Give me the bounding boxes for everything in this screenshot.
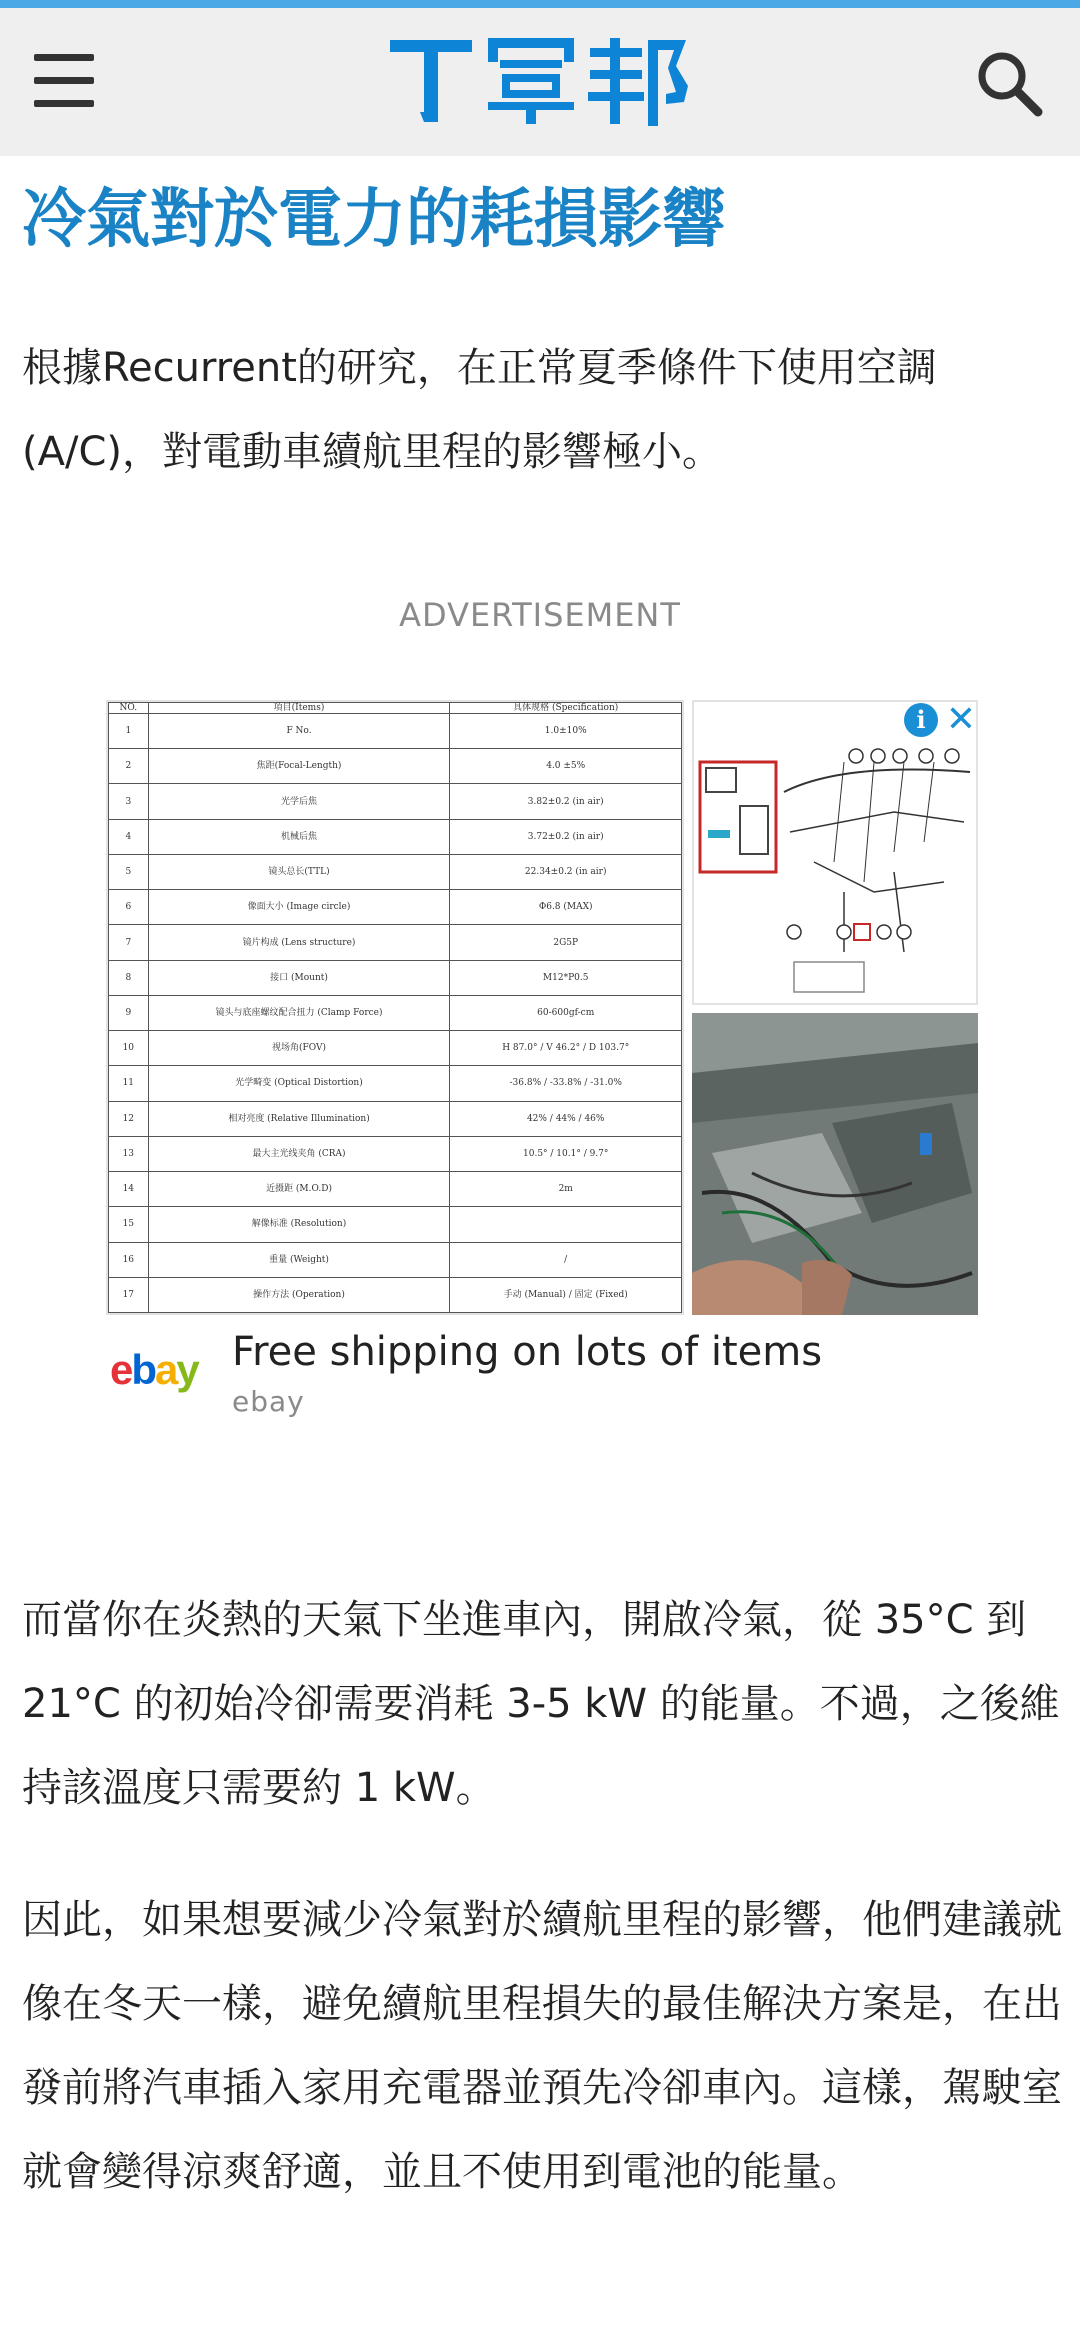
search-icon[interactable] xyxy=(970,44,1048,122)
spec-table-cell: 近摄距 (M.O.D) xyxy=(148,1172,450,1207)
spec-table-cell: 3 xyxy=(109,784,149,819)
spec-table-cell: 光学后焦 xyxy=(148,784,450,819)
ebay-logo[interactable] xyxy=(110,1346,210,1396)
spec-table-cell: Φ6.8 (MAX) xyxy=(450,890,682,925)
spec-table-cell: 镜头总长(TTL) xyxy=(148,854,450,889)
spec-table-cell: 像面大小 (Image circle) xyxy=(148,890,450,925)
spec-table-cell: 重量 (Weight) xyxy=(148,1242,450,1277)
spec-table-row xyxy=(109,1136,682,1171)
spec-table-row xyxy=(109,819,682,854)
hamburger-menu-icon[interactable] xyxy=(28,48,108,114)
spec-table-cell: 14 xyxy=(109,1172,149,1207)
ad-info-icon[interactable]: i xyxy=(904,703,938,737)
spec-table-cell: 视场角(FOV) xyxy=(148,1031,450,1066)
spec-table-cell: 操作方法 (Operation) xyxy=(148,1277,450,1312)
advertisement-label: ADVERTISEMENT xyxy=(399,596,681,634)
spec-table-cell: 2G5P xyxy=(450,925,682,960)
spec-table-cell: / xyxy=(450,1242,682,1277)
ad-source: ebay xyxy=(232,1385,305,1418)
ad-close-icon[interactable]: ✕ xyxy=(945,699,977,740)
spec-table-row xyxy=(109,854,682,889)
spec-table-cell: M12*P0.5 xyxy=(450,960,682,995)
spec-table-cell: 60-600gf-cm xyxy=(450,995,682,1030)
spec-table-row xyxy=(109,960,682,995)
spec-table-cell: 1 xyxy=(109,714,149,749)
spec-table-row xyxy=(109,890,682,925)
ad-image-wiring-diagram[interactable] xyxy=(692,700,978,1005)
spec-table-cell: 12 xyxy=(109,1101,149,1136)
spec-table-cell: 镜片构成 (Lens structure) xyxy=(148,925,450,960)
ebay-logo-letter: y xyxy=(176,1346,198,1393)
spec-table-cell: 11 xyxy=(109,1066,149,1101)
spec-table-row xyxy=(109,925,682,960)
spec-table-cell: 4.0 ±5% xyxy=(450,749,682,784)
spec-table-row xyxy=(109,1031,682,1066)
spec-table-cell: 4 xyxy=(109,819,149,854)
ad-image-spec-table[interactable] xyxy=(106,700,684,1315)
top-accent-strip xyxy=(0,0,1080,8)
spec-table-cell: 镜头与底座螺纹配合扭力 (Clamp Force) xyxy=(148,995,450,1030)
spec-table-cell: 5 xyxy=(109,854,149,889)
site-logo[interactable] xyxy=(384,26,696,132)
spec-table-cell: 3.72±0.2 (in air) xyxy=(450,819,682,854)
spec-table xyxy=(108,702,682,1313)
spec-table-cell: 接口 (Mount) xyxy=(148,960,450,995)
spec-table-cell: 机械后焦 xyxy=(148,819,450,854)
spec-table-row xyxy=(109,1277,682,1312)
spec-table-header xyxy=(109,703,682,714)
article-paragraph-1: 根據Recurrent的研究，在正常夏季條件下使用空調(A/C)，對電動車續航里程的影響極小。 xyxy=(22,345,937,475)
spec-table-cell: 10 xyxy=(109,1031,149,1066)
article-paragraph-3: 因此，如果想要減少冷氣對於續航里程的影響，他們建議就像在冬天一樣，避免續航里程損失的最佳解決方案是，在出發前將汽車插入家用充電器並預先冷卻車內。這樣，駕駛室就會變得涼爽舒適，並且不使用到電池的能量。 xyxy=(22,1897,1062,2195)
spec-table-cell: 2m xyxy=(450,1172,682,1207)
ad-headline-link[interactable]: Free shipping on lots of items xyxy=(232,1329,823,1375)
spec-table-row xyxy=(109,1101,682,1136)
spec-table-cell: 光学畸变 (Optical Distortion) xyxy=(148,1066,450,1101)
spec-table-row xyxy=(109,784,682,819)
spec-table-row xyxy=(109,995,682,1030)
ebay-logo-letter: a xyxy=(155,1346,177,1393)
spec-table-row xyxy=(109,1066,682,1101)
spec-table-cell: 10.5° / 10.1° / 9.7° xyxy=(450,1136,682,1171)
spec-table-cell: H 87.0° / V 46.2° / D 103.7° xyxy=(450,1031,682,1066)
spec-table-cell: 9 xyxy=(109,995,149,1030)
spec-table-cell: 6 xyxy=(109,890,149,925)
spec-table-cell: 3.82±0.2 (in air) xyxy=(450,784,682,819)
spec-table-cell: 最大主光线夹角 (CRA) xyxy=(148,1136,450,1171)
spec-table-cell: 2 xyxy=(109,749,149,784)
spec-table-cell: 15 xyxy=(109,1207,149,1242)
site-header xyxy=(0,8,1080,156)
spec-table-row xyxy=(109,1172,682,1207)
spec-table-cell: F No. xyxy=(148,714,450,749)
spec-table-cell xyxy=(450,1207,682,1242)
spec-table-cell: 13 xyxy=(109,1136,149,1171)
ebay-logo-letter: b xyxy=(131,1346,156,1393)
ad-image-car-wiring-photo[interactable] xyxy=(692,1013,978,1315)
spec-header-cell: NO. xyxy=(109,703,149,714)
spec-table-cell: 焦距(Focal-Length) xyxy=(148,749,450,784)
spec-header-cell: 項目(Items) xyxy=(148,703,450,714)
spec-table-row xyxy=(109,749,682,784)
ad-creative[interactable] xyxy=(106,700,978,1315)
spec-table-cell: 相对亮度 (Relative Illumination) xyxy=(148,1101,450,1136)
spec-table-cell: 42% / 44% / 46% xyxy=(450,1101,682,1136)
spec-table-cell: 22.34±0.2 (in air) xyxy=(450,854,682,889)
article-paragraph-2: 而當你在炎熱的天氣下坐進車內，開啟冷氣，從 35°C 到 21°C 的初始冷卻需要消耗 3-5 kW 的能量。不過，之後維持該溫度只需要約 1 kW。 xyxy=(22,1597,1060,1811)
article-title: 冷氣對於電力的耗損影響 xyxy=(22,183,726,257)
spec-header-cell: 具体规格 (Specification) xyxy=(450,703,682,714)
spec-table-row xyxy=(109,1242,682,1277)
spec-table-cell: 1.0±10% xyxy=(450,714,682,749)
spec-table-row xyxy=(109,714,682,749)
spec-table-row xyxy=(109,1207,682,1242)
spec-table-cell: 16 xyxy=(109,1242,149,1277)
spec-table-cell: 7 xyxy=(109,925,149,960)
spec-table-cell: 17 xyxy=(109,1277,149,1312)
spec-table-cell: 手动 (Manual) / 固定 (Fixed) xyxy=(450,1277,682,1312)
spec-table-cell: -36.8% / -33.8% / -31.0% xyxy=(450,1066,682,1101)
spec-table-cell: 解像标准 (Resolution) xyxy=(148,1207,450,1242)
spec-table-cell: 8 xyxy=(109,960,149,995)
ebay-logo-letter: e xyxy=(110,1346,132,1393)
